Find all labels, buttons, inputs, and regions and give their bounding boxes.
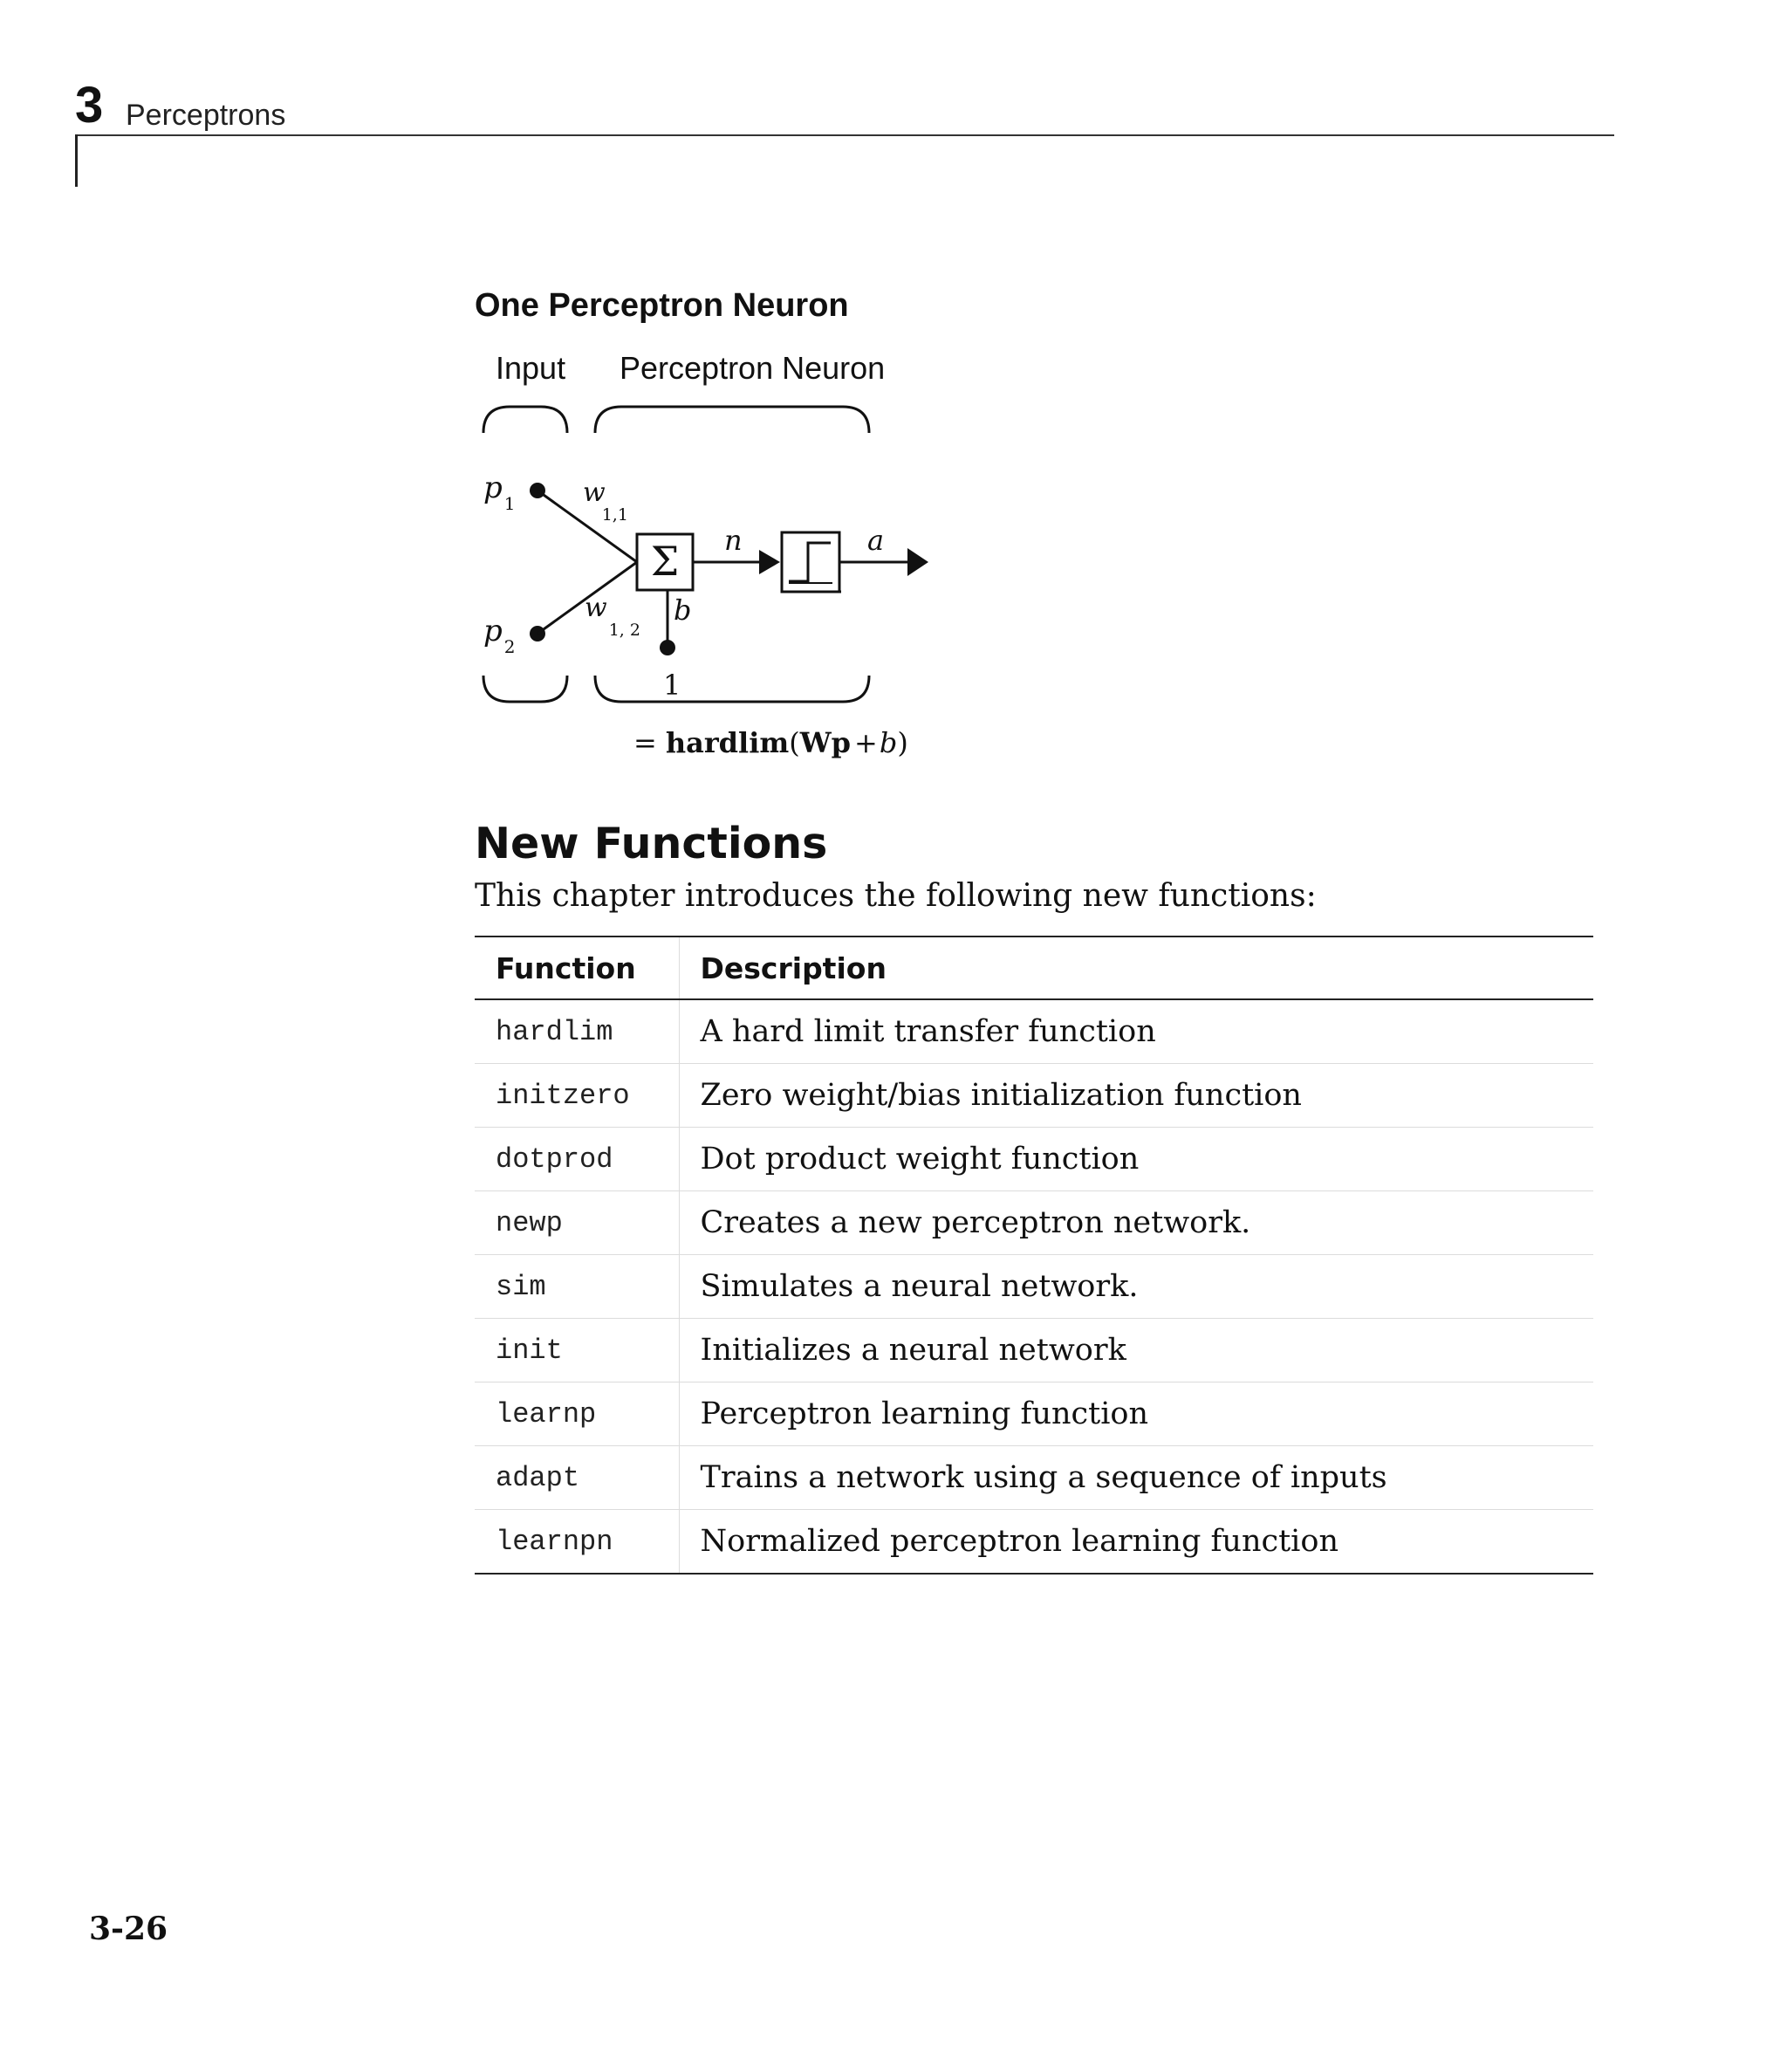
function-name: dotprod [475, 1128, 679, 1191]
function-description: Zero weight/bias initialization function [679, 1064, 1593, 1128]
new-functions-table [475, 936, 1593, 1575]
function-name: hardlim [475, 999, 679, 1064]
chapter-title: Perceptrons [126, 99, 286, 132]
n-label: n [724, 524, 743, 557]
w12-label: $w_{1, 2}$ [585, 593, 640, 640]
function-name: init [475, 1319, 679, 1382]
section-title: New Functions [475, 819, 828, 868]
function-name: newp [475, 1191, 679, 1255]
function-name: sim [475, 1255, 679, 1319]
table-row [475, 1319, 1593, 1382]
function-description: Creates a new perceptron network. [679, 1191, 1593, 1255]
function-description: Trains a network using a sequence of inputs [679, 1446, 1593, 1510]
header-rule [75, 134, 1614, 136]
input-brace-top [483, 407, 567, 433]
function-name: learnpn [475, 1510, 679, 1575]
column-header-function: Function [475, 937, 679, 999]
sum-symbol: Σ [650, 538, 680, 585]
chapter-number: 3 [75, 77, 104, 134]
neuron-equation: = hardlim(Wp +b) [633, 726, 908, 759]
input-brace-bottom [483, 676, 567, 702]
w11-label: w 1,1 [583, 477, 628, 525]
neuron-brace-top [595, 407, 869, 433]
section-intro: This chapter introduces the following new functions: [475, 878, 1317, 914]
input-label: Input [496, 353, 566, 386]
bias-input-label: 1 [663, 669, 681, 702]
table-row [475, 1255, 1593, 1319]
bias-node [660, 640, 675, 655]
table-row [475, 1510, 1593, 1575]
function-description: Perceptron learning function [679, 1382, 1593, 1446]
neuron-brace-bottom [595, 676, 869, 702]
table-row [475, 999, 1593, 1064]
neuron-label: Perceptron Neuron [620, 353, 886, 386]
function-description: Simulates a neural network. [679, 1255, 1593, 1319]
bias-label: b [674, 593, 692, 627]
table-row [475, 1382, 1593, 1446]
a-label: a [867, 524, 885, 557]
function-description: Dot product weight function [679, 1128, 1593, 1191]
table-row [475, 1191, 1593, 1255]
n-arrowhead [759, 550, 780, 574]
p1-label: p $_1$ [483, 470, 516, 514]
function-name: adapt [475, 1446, 679, 1510]
table-row [475, 1446, 1593, 1510]
function-name: learnp [475, 1382, 679, 1446]
figure-caption: One Perceptron Neuron [475, 287, 849, 324]
page-number: 3-26 [89, 1911, 168, 1947]
function-description: A hard limit transfer function [679, 999, 1593, 1064]
header-tick [75, 134, 78, 187]
perceptron-neuron-diagram [471, 353, 942, 772]
function-name: initzero [475, 1064, 679, 1128]
table-row [475, 1128, 1593, 1191]
function-description: Normalized perceptron learning function [700, 1524, 1339, 1559]
table-header-row [475, 937, 1593, 999]
column-header-description: Description [679, 937, 1593, 999]
p2-label: p $_2$ [483, 614, 516, 657]
function-description: Initializes a neural network [679, 1319, 1593, 1382]
a-arrowhead [907, 548, 928, 576]
table-row [475, 1064, 1593, 1128]
